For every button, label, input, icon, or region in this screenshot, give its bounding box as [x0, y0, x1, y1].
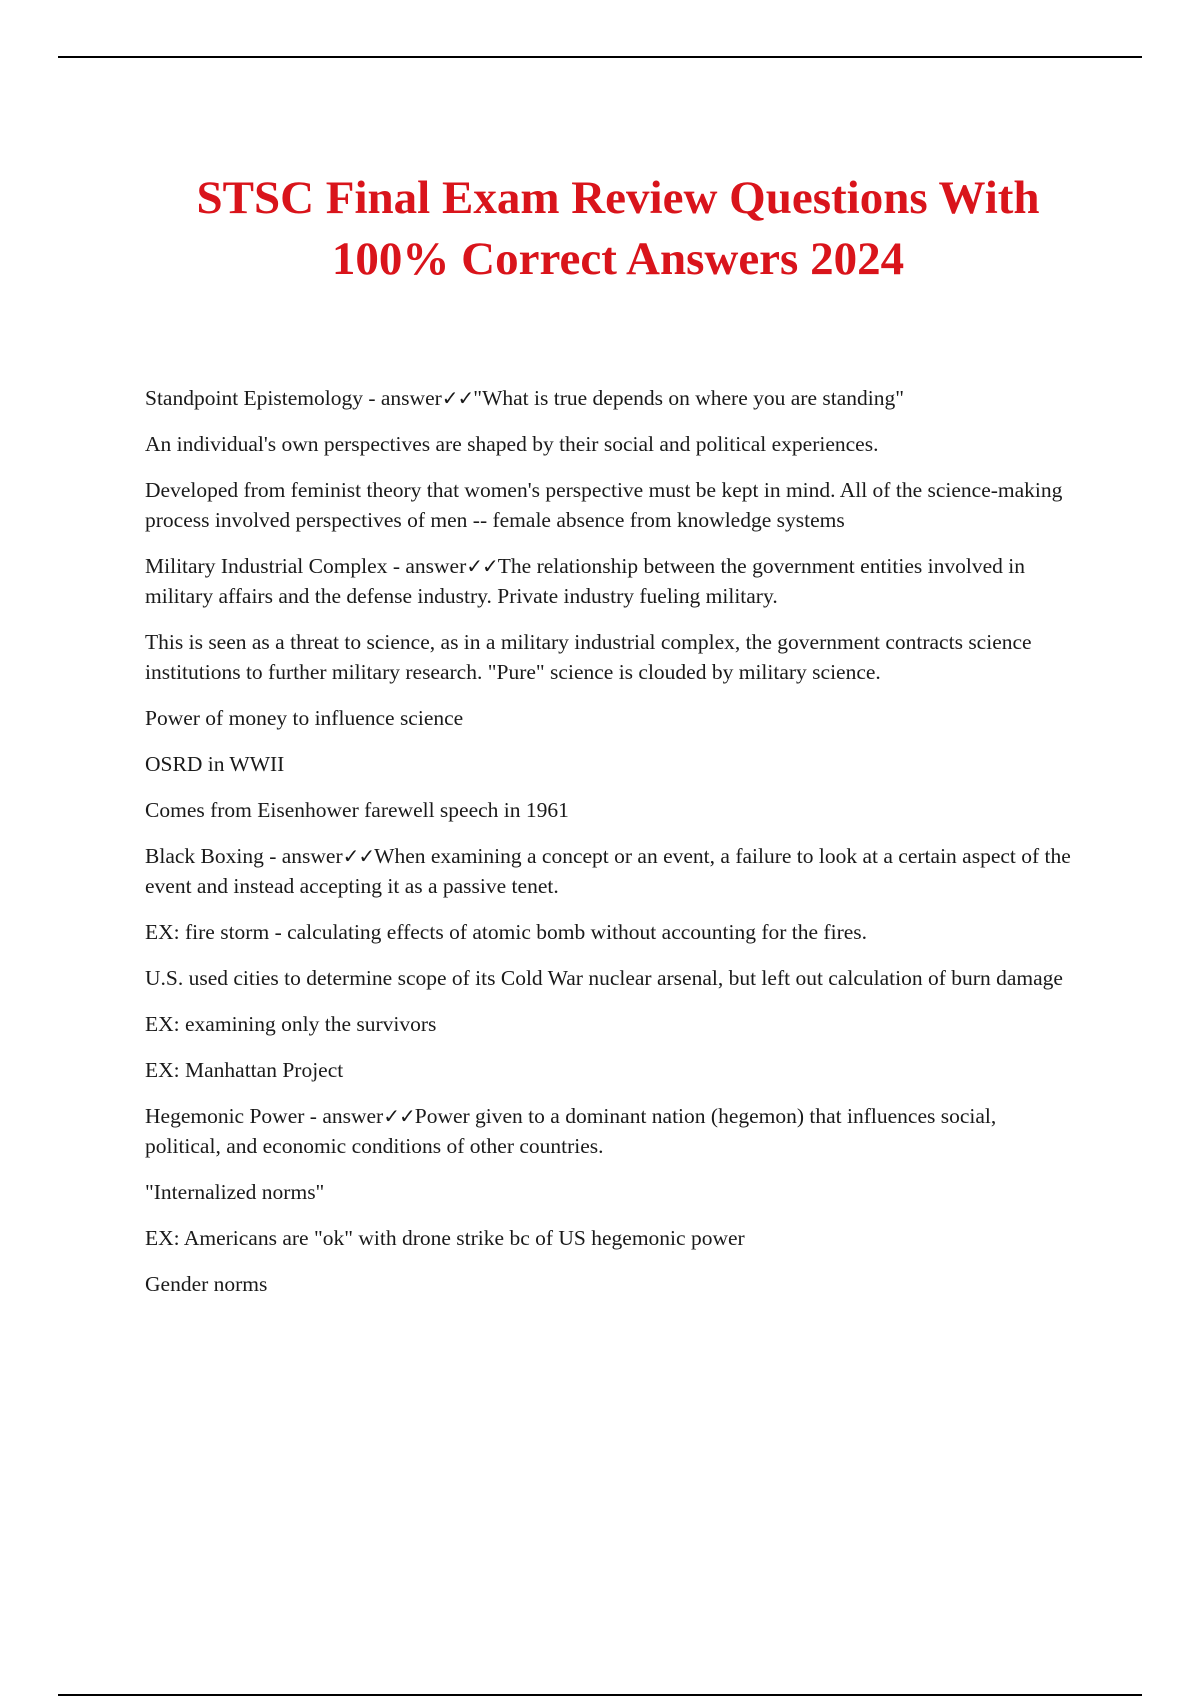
header-rule — [58, 56, 1142, 58]
answer-paragraph — [145, 841, 1075, 901]
note-paragraph: Gender norms — [145, 1272, 268, 1296]
question-term: Military Industrial Complex - answer — [145, 554, 467, 578]
answer-text: The relationship between the government entities involved in military affairs and the defense industry. Private industry fueling military. — [145, 554, 1025, 608]
note-paragraph: Power of money to influence science — [145, 706, 464, 730]
answer-paragraph — [145, 551, 1075, 611]
note-paragraph: "Internalized norms" — [145, 1180, 325, 1204]
footer-rule — [58, 1694, 1142, 1696]
note-paragraph: EX: Manhattan Project — [145, 1058, 344, 1082]
note-paragraph: U.S. used cities to determine scope of its Cold War nuclear arsenal, but left out calculation of burn damage — [145, 966, 1063, 990]
question-term: Black Boxing - answer — [145, 844, 343, 868]
note-paragraph: EX: Americans are "ok" with drone strike bc of US hegemonic power — [145, 1226, 745, 1250]
note-paragraph: An individual's own perspectives are shaped by their social and political experiences. — [145, 432, 879, 456]
note-paragraph: EX: fire storm - calculating effects of atomic bomb without accounting for the fires. — [145, 920, 868, 944]
double-check-icon: ✓✓ — [383, 1104, 415, 1128]
question-term: Hegemonic Power - answer — [145, 1104, 384, 1128]
answer-paragraph — [145, 383, 1075, 413]
note-paragraph: Developed from feminist theory that women's perspective must be kept in mind. All of the science-making process involved perspectives of men -- female absence from knowledge systems — [145, 478, 1063, 532]
document-title: STSC Final Exam Review Questions With 100% Correct Answers 2024 — [196, 172, 1040, 285]
answer-text: "What is true depends on where you are standing" — [473, 386, 905, 410]
note-paragraph: EX: examining only the survivors — [145, 1012, 437, 1036]
note-paragraph: Comes from Eisenhower farewell speech in 1961 — [145, 798, 569, 822]
double-check-icon: ✓✓ — [466, 554, 498, 578]
note-paragraph: This is seen as a threat to science, as in a military industrial complex, the government contracts science institutions to further military research. "Pure" science is clouded by military science. — [145, 630, 1032, 684]
note-paragraph: OSRD in WWII — [145, 752, 285, 776]
double-check-icon: ✓✓ — [441, 386, 474, 410]
question-term: Standpoint Epistemology - answer — [145, 386, 442, 410]
answer-text: Power given to a dominant nation (hegemon) that influences social, political, and economic conditions of other countries. — [145, 1104, 997, 1158]
answer-text: When examining a concept or an event, a failure to look at a certain aspect of the event and instead accepting it as a passive tenet. — [145, 844, 1071, 898]
document-body — [145, 383, 1075, 1315]
answer-paragraph — [145, 1101, 1075, 1161]
double-check-icon: ✓✓ — [342, 844, 375, 868]
